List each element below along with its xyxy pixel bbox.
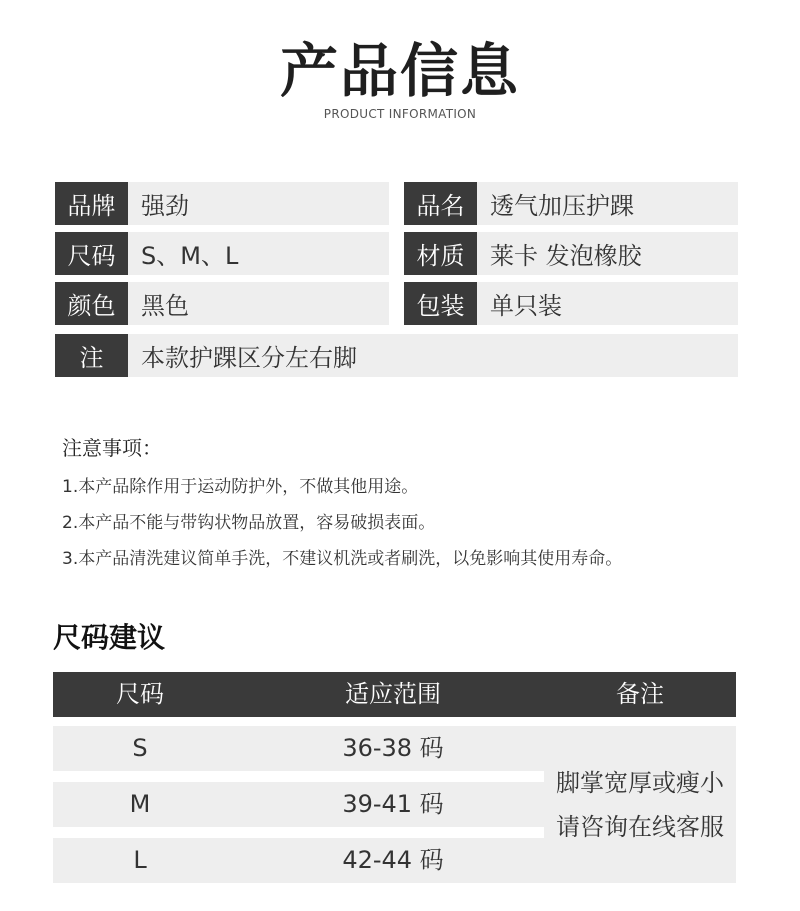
- info-note-value: 本款护踝区分左右脚: [128, 334, 738, 377]
- info-material: [404, 232, 738, 275]
- note-item: 2.本产品不能与带钩状物品放置，容易破损表面。: [62, 513, 436, 533]
- info-color-label: 颜色: [55, 282, 128, 325]
- note-item: 3.本产品清洗建议简单手洗，不建议机洗或者刷洗，以免影响其使用寿命。: [62, 549, 623, 569]
- page-subtitle: PRODUCT INFORMATION: [323, 107, 477, 121]
- size-table-header: [53, 672, 736, 717]
- note-item: 1.本产品除作用于运动防护外，不做其他用途。: [62, 477, 419, 497]
- info-product-name: [404, 182, 738, 225]
- info-brand: [55, 182, 389, 225]
- header-range: 适应范围: [345, 680, 441, 708]
- size-guide-title: 尺码建议: [53, 621, 166, 654]
- info-packaging-label: 包装: [404, 282, 477, 325]
- row-range: 42-44 码: [342, 846, 444, 874]
- remark-line: 请咨询在线客服: [556, 812, 724, 841]
- info-note-label: 注: [55, 334, 128, 377]
- info-material-label: 材质: [404, 232, 477, 275]
- row-range: 36-38 码: [342, 734, 444, 762]
- info-size-value: S、M、L: [128, 232, 389, 275]
- row-size: L: [133, 846, 147, 874]
- info-packaging-value: 单只装: [477, 282, 738, 325]
- size-remark: [544, 726, 736, 883]
- notes-title: 注意事项：: [62, 436, 162, 460]
- info-brand-label: 品牌: [55, 182, 128, 225]
- info-brand-value: 强劲: [128, 182, 389, 225]
- info-packaging: [404, 282, 738, 325]
- info-color: [55, 282, 389, 325]
- row-range: 39-41 码: [342, 790, 444, 818]
- info-product-name-value: 透气加压护踝: [477, 182, 738, 225]
- info-note: [55, 334, 738, 377]
- remark-line: 脚掌宽厚或瘦小: [556, 768, 724, 797]
- info-size: [55, 232, 389, 275]
- row-size: S: [132, 734, 148, 762]
- header-size: 尺码: [116, 680, 164, 708]
- info-size-label: 尺码: [55, 232, 128, 275]
- info-product-name-label: 品名: [404, 182, 477, 225]
- info-color-value: 黑色: [128, 282, 389, 325]
- header-remark: 备注: [616, 680, 664, 708]
- page-title: 产品信息: [279, 37, 520, 105]
- row-size: M: [129, 790, 151, 818]
- info-material-value: 莱卡 发泡橡胶: [477, 232, 738, 275]
